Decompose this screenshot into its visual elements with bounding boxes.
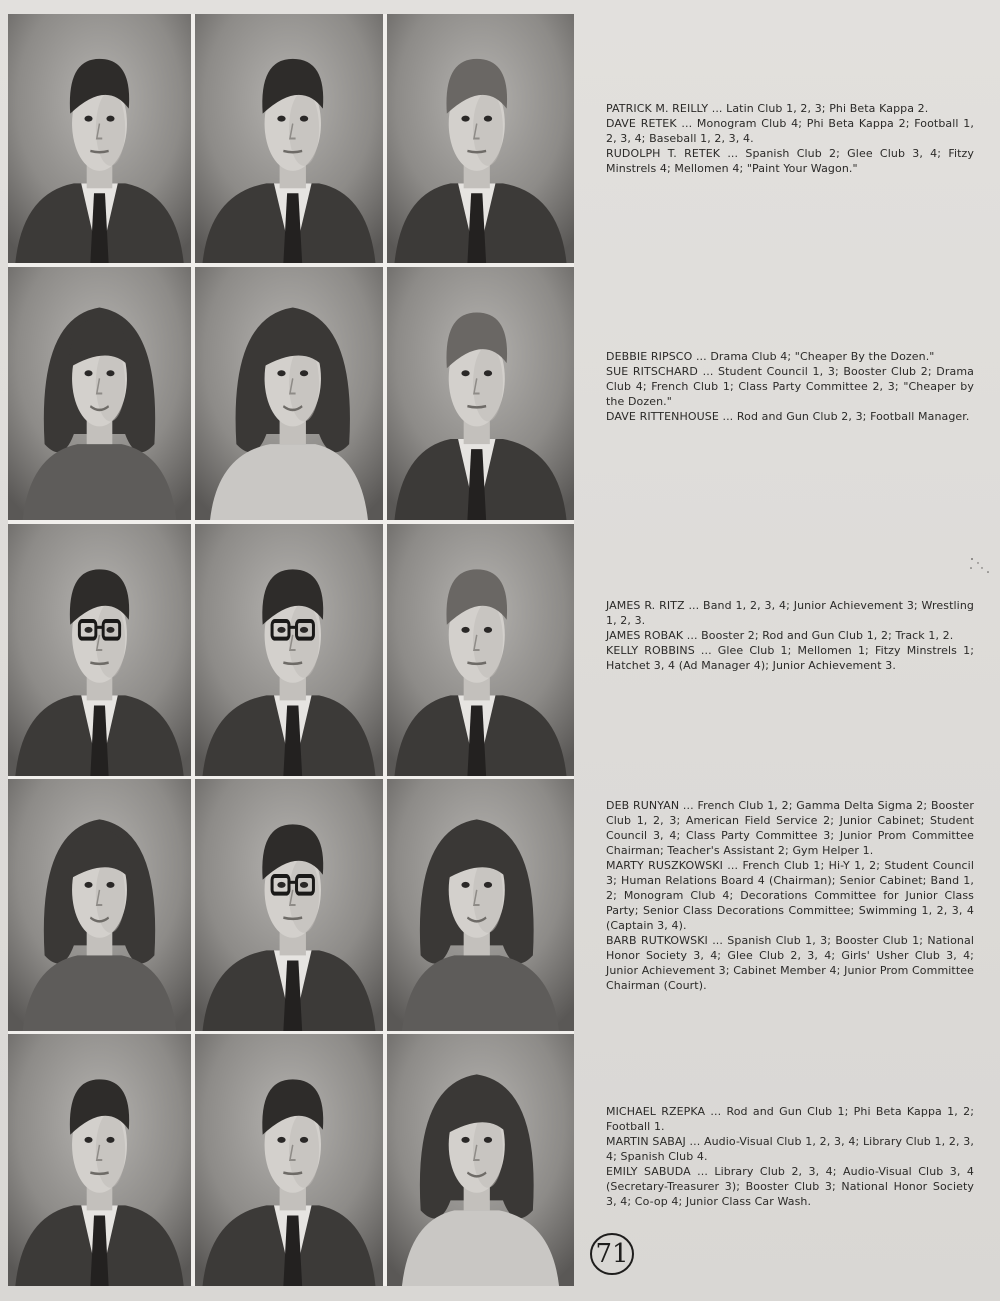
caption-block-row-2 xyxy=(606,349,974,424)
portrait-image xyxy=(387,524,574,776)
caption-entry: EMILY SABUDA ... Library Club 2, 3, 4; Audio-Visual Club 3, 4 (Secretary-Treasurer 3); Booster Club 3; National Honor Society 3, 4; Co-op 4; Junior Class Car Wash. xyxy=(606,1165,974,1208)
portrait-photo xyxy=(387,267,574,520)
portrait-photo xyxy=(8,779,191,1031)
portrait-photo xyxy=(387,14,574,263)
portrait-photo xyxy=(8,1034,191,1286)
portrait-image xyxy=(8,524,191,776)
portrait-photo xyxy=(195,524,383,776)
caption-entry: KELLY ROBBINS ... Glee Club 1; Mellomen 1; Fitzy Minstrels 1; Hatchet 3, 4 (Ad Manager 4); Junior Achievement 3. xyxy=(606,644,974,672)
portrait-image xyxy=(387,14,574,263)
portrait-image xyxy=(387,267,574,520)
portrait-image xyxy=(8,1034,191,1286)
caption-entry: BARB RUTKOWSKI ... Spanish Club 1, 3; Booster Club 1; National Honor Society 3, 4; Glee Club 2, 3, 4; Girls' Usher Club 3, 4; Junior Achievement 3; Cabinet Member 4; Junior Prom Committee Chairman (Court). xyxy=(606,934,974,992)
caption-block-row-3 xyxy=(606,598,974,673)
caption-entry: DAVE RITTENHOUSE ... Rod and Gun Club 2, 3; Football Manager. xyxy=(606,410,970,423)
caption-entry: PATRICK M. REILLY ... Latin Club 1, 2, 3; Phi Beta Kappa 2. xyxy=(606,102,929,115)
portrait-photo xyxy=(195,14,383,263)
portrait-photo xyxy=(387,524,574,776)
portrait-photo xyxy=(195,267,383,520)
portrait-image xyxy=(387,1034,574,1286)
caption-entry: DAVE RETEK ... Monogram Club 4; Phi Beta Kappa 2; Football 1, 2, 3, 4; Baseball 1, 2, 3, 4. xyxy=(606,117,974,145)
portrait-image xyxy=(195,779,383,1031)
caption-block-row-4 xyxy=(606,798,974,993)
caption-entry: MARTIN SABAJ ... Audio-Visual Club 1, 2, 3, 4; Library Club 1, 2, 3, 4; Spanish Club 4. xyxy=(606,1135,974,1163)
portrait-photo xyxy=(387,779,574,1031)
caption-entry: SUE RITSCHARD ... Student Council 1, 3; Booster Club 2; Drama Club 4; French Club 1; Class Party Committee 2, 3; "Cheaper by the Dozen." xyxy=(606,365,974,408)
portrait-grid xyxy=(8,14,574,1286)
print-specks xyxy=(968,556,994,576)
caption-entry: JAMES ROBAK ... Booster 2; Rod and Gun Club 1, 2; Track 1, 2. xyxy=(606,629,954,642)
caption-entry: DEBBIE RIPSCO ... Drama Club 4; "Cheaper By the Dozen." xyxy=(606,350,935,363)
caption-entry: MARTY RUSZKOWSKI ... French Club 1; Hi-Y 1, 2; Student Council 3; Human Relations Board 4 (Chairman); Senior Cabinet; Band 1, 2; Monogram Club 4; Decorations Committee for Junior Class Party; Senior Class Decorations Committee; Swimming 1, 2, 3, 4 (Captain 3, 4). xyxy=(606,859,974,932)
portrait-image xyxy=(8,14,191,263)
portrait-photo xyxy=(8,14,191,263)
caption-block-row-1 xyxy=(606,101,974,176)
portrait-photo xyxy=(8,524,191,776)
caption-entry: DEB RUNYAN ... French Club 1, 2; Gamma Delta Sigma 2; Booster Club 1, 2, 3; American Field Service 2; Junior Cabinet; Student Council 3, 4; Class Party Committee 3; Junior Prom Committee Chairman; Teacher's Assistant 2; Gym Helper 1. xyxy=(606,799,974,857)
caption-entry: JAMES R. RITZ ... Band 1, 2, 3, 4; Junior Achievement 3; Wrestling 1, 2, 3. xyxy=(606,599,974,627)
portrait-photo xyxy=(195,1034,383,1286)
portrait-image xyxy=(195,14,383,263)
page-number xyxy=(588,1230,636,1278)
caption-entry: MICHAEL RZEPKA ... Rod and Gun Club 1; Phi Beta Kappa 1, 2; Football 1. xyxy=(606,1105,974,1133)
portrait-photo xyxy=(8,267,191,520)
portrait-image xyxy=(387,779,574,1031)
portrait-image xyxy=(195,524,383,776)
portrait-image xyxy=(195,267,383,520)
portrait-image xyxy=(8,779,191,1031)
portrait-image xyxy=(195,1034,383,1286)
portrait-photo xyxy=(387,1034,574,1286)
portrait-image xyxy=(8,267,191,520)
caption-block-row-5 xyxy=(606,1104,974,1209)
page-number-text: 71 xyxy=(595,1239,629,1269)
portrait-photo xyxy=(195,779,383,1031)
caption-entry: RUDOLPH T. RETEK ... Spanish Club 2; Glee Club 3, 4; Fitzy Minstrels 4; Mellomen 4; "Paint Your Wagon." xyxy=(606,147,974,175)
